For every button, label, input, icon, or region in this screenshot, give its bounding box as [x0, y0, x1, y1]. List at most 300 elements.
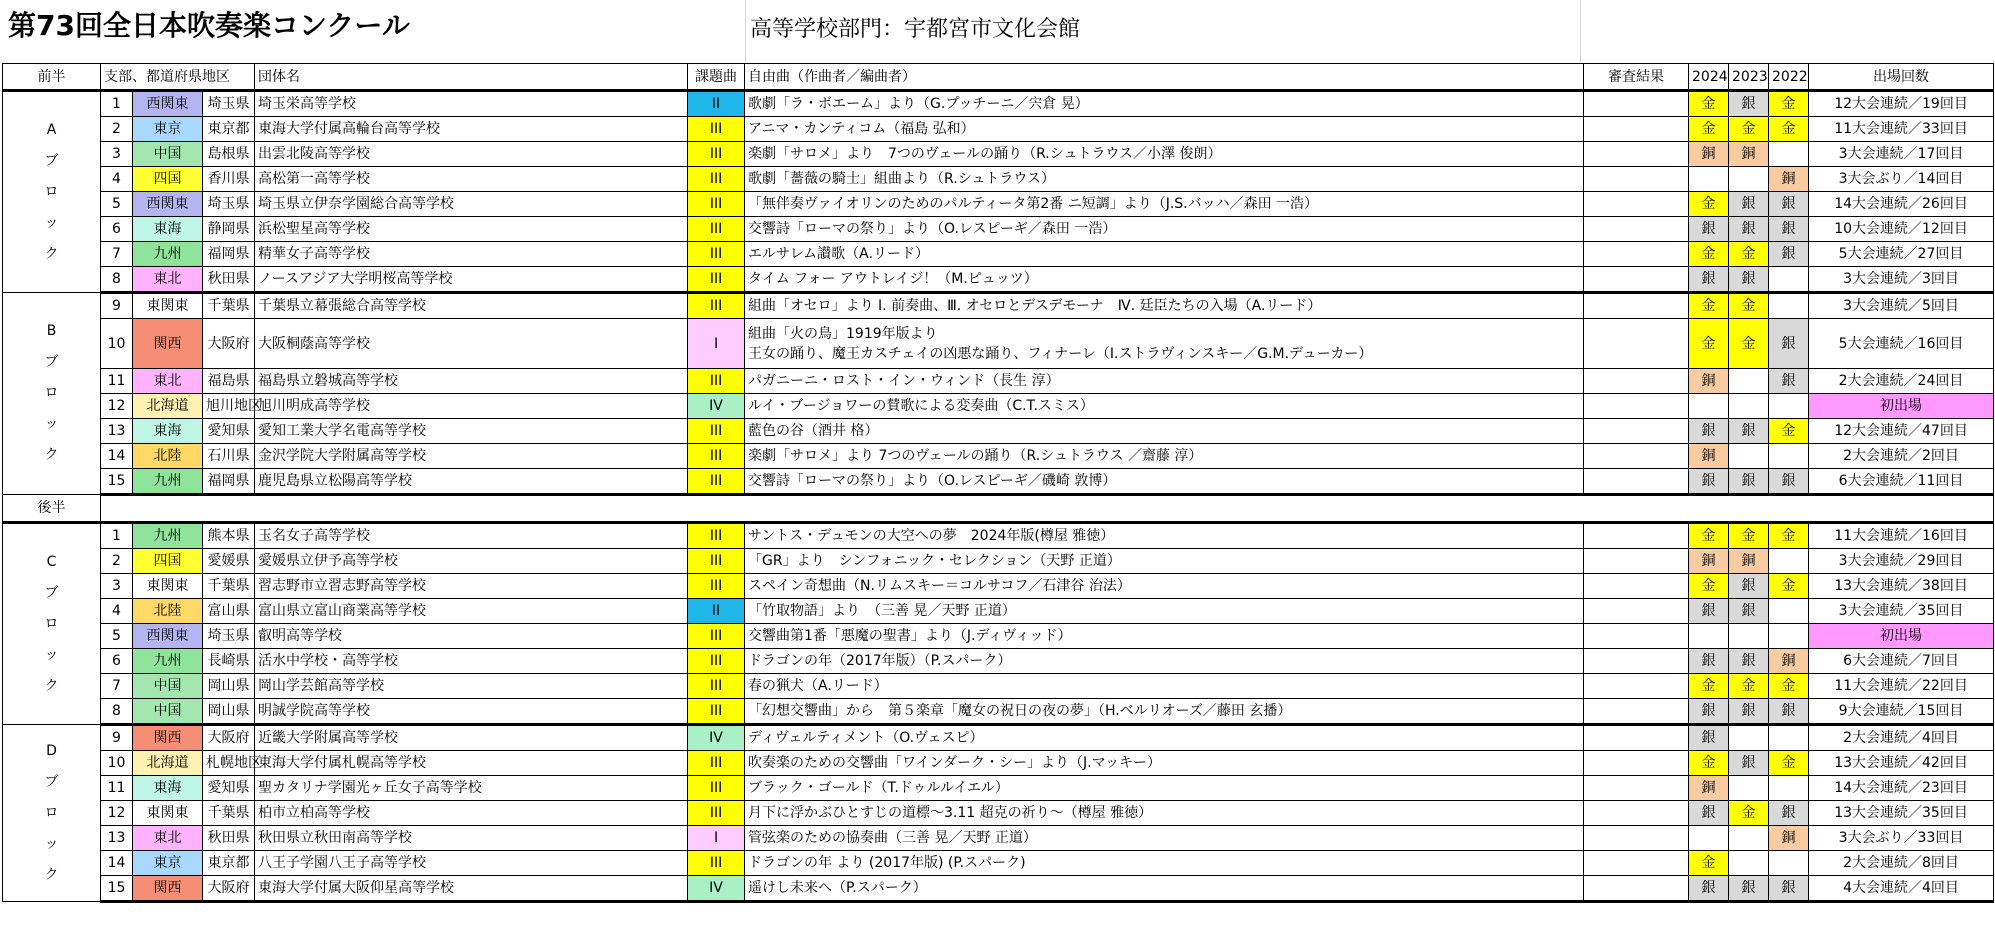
prefecture: 東京都 — [203, 851, 255, 876]
appearance-count: 2大会連続／24回目 — [1809, 369, 1994, 394]
jiyu-piece: 藍色の谷（酒井 格） — [745, 419, 1584, 444]
result-cell — [1584, 599, 1689, 624]
block-label — [3, 293, 101, 495]
block-label-char: ロ — [44, 804, 59, 821]
medal-2023: 銀 — [1729, 217, 1769, 242]
table-row — [3, 192, 1994, 217]
group-name: 明誠学院高等学校 — [255, 699, 688, 725]
block-label-char: B — [46, 323, 57, 339]
table-row — [3, 242, 1994, 267]
medal-2023 — [1729, 851, 1769, 876]
branch-badge: 四国 — [133, 549, 203, 574]
medal-2023: 金 — [1729, 319, 1769, 369]
medal-2022: 銀 — [1769, 801, 1809, 826]
medal-2023 — [1729, 826, 1769, 851]
jiyu-piece: 交響曲第1番「悪魔の聖書」より（J.ディヴィッド） — [745, 624, 1584, 649]
medal-2022 — [1769, 599, 1809, 624]
block-label-char: ッ — [44, 835, 59, 852]
sheet-gridline — [1580, 0, 1581, 62]
entry-number: 14 — [101, 851, 133, 876]
appearance-count: 3大会連続／5回目 — [1809, 293, 1994, 319]
block-label-char: ク — [44, 866, 59, 883]
prefecture: 千葉県 — [203, 293, 255, 319]
kadai-badge: II — [688, 91, 745, 117]
group-name: 精華女子高等学校 — [255, 242, 688, 267]
group-name: 埼玉県立伊奈学園総合高等学校 — [255, 192, 688, 217]
appearance-count: 14大会連続／26回目 — [1809, 192, 1994, 217]
medal-2023: 金 — [1729, 242, 1769, 267]
table-row — [3, 167, 1994, 192]
result-cell — [1584, 293, 1689, 319]
medal-2024: 銀 — [1689, 876, 1729, 902]
medal-2023: 銀 — [1729, 419, 1769, 444]
group-name: 埼玉栄高等学校 — [255, 91, 688, 117]
prefecture: 島根県 — [203, 142, 255, 167]
kadai-badge: III — [688, 776, 745, 801]
branch-badge: 九州 — [133, 523, 203, 549]
medal-2022: 金 — [1769, 674, 1809, 699]
block-label-char: ブ — [44, 152, 59, 169]
entry-number: 12 — [101, 394, 133, 419]
medal-2024: 金 — [1689, 751, 1729, 776]
medal-2022 — [1769, 267, 1809, 293]
jiyu-piece: タイム フォー アウトレイジ！（M.ピュッツ） — [745, 267, 1584, 293]
appearance-count: 初出場 — [1809, 394, 1994, 419]
table-row — [3, 267, 1994, 293]
block-label-char: ク — [44, 447, 59, 463]
group-name: 柏市立柏高等学校 — [255, 801, 688, 826]
entry-number: 2 — [101, 549, 133, 574]
appearance-count: 2大会連続／2回目 — [1809, 444, 1994, 469]
result-cell — [1584, 319, 1689, 369]
prefecture: 福島県 — [203, 369, 255, 394]
result-cell — [1584, 117, 1689, 142]
jiyu-piece: ルイ・ブージョワーの賛歌による変奏曲（C.T.スミス） — [745, 394, 1584, 419]
medal-2023: 銀 — [1729, 574, 1769, 599]
prefecture: 秋田県 — [203, 267, 255, 293]
medal-2022: 銅 — [1769, 167, 1809, 192]
jiyu-piece: 「GR」より シンフォニック・セレクション（天野 正道） — [745, 549, 1584, 574]
medal-2024: 銀 — [1689, 699, 1729, 725]
entry-number: 10 — [101, 319, 133, 369]
kadai-badge: I — [688, 826, 745, 851]
table-row — [3, 469, 1994, 495]
entry-number: 12 — [101, 801, 133, 826]
medal-2024: 銅 — [1689, 369, 1729, 394]
appearance-count: 3大会連続／17回目 — [1809, 142, 1994, 167]
medal-2022: 銀 — [1769, 369, 1809, 394]
kadai-badge: II — [688, 599, 745, 624]
appearance-count: 6大会連続／7回目 — [1809, 649, 1994, 674]
jiyu-piece: ドラゴンの年 より (2017年版) (P.スパーク) — [745, 851, 1584, 876]
kadai-badge: III — [688, 267, 745, 293]
kadai-badge: III — [688, 419, 745, 444]
appearance-count: 13大会連続／42回目 — [1809, 751, 1994, 776]
branch-badge: 関西 — [133, 319, 203, 369]
entry-number: 14 — [101, 444, 133, 469]
group-name: ノースアジア大学明桜高等学校 — [255, 267, 688, 293]
entry-number: 3 — [101, 574, 133, 599]
kadai-badge: III — [688, 469, 745, 495]
prefecture: 大阪府 — [203, 725, 255, 751]
entry-number: 7 — [101, 674, 133, 699]
result-cell — [1584, 801, 1689, 826]
medal-2022: 金 — [1769, 523, 1809, 549]
medal-2023 — [1729, 444, 1769, 469]
group-name: 富山県立富山商業高等学校 — [255, 599, 688, 624]
group-name: 千葉県立幕張総合高等学校 — [255, 293, 688, 319]
kadai-badge: III — [688, 444, 745, 469]
appearance-count: 11大会連続／16回目 — [1809, 523, 1994, 549]
entry-number: 9 — [101, 725, 133, 751]
prefecture: 熊本県 — [203, 523, 255, 549]
table-row — [3, 674, 1994, 699]
table-row — [3, 725, 1994, 751]
appearance-count: 3大会連続／29回目 — [1809, 549, 1994, 574]
entry-number: 7 — [101, 242, 133, 267]
jiyu-piece: 楽劇「サロメ」より 7つのヴェールの踊り（R.シュトラウス／小澤 俊朗） — [745, 142, 1584, 167]
result-cell — [1584, 394, 1689, 419]
prefecture: 大阪府 — [203, 319, 255, 369]
entry-number: 2 — [101, 117, 133, 142]
jiyu-line-1: 組曲「火の鳥」1919年版より — [748, 325, 938, 342]
venue-title: 高等学校部門：宇都宮市文化会館 — [750, 17, 1081, 42]
appearance-count: 3大会連続／3回目 — [1809, 267, 1994, 293]
entry-number: 9 — [101, 293, 133, 319]
branch-badge: 西関東 — [133, 192, 203, 217]
appearance-count: 11大会連続／33回目 — [1809, 117, 1994, 142]
jiyu-piece: 管弦楽のための協奏曲（三善 晃／天野 正道） — [745, 826, 1584, 851]
appearance-count: 9大会連続／15回目 — [1809, 699, 1994, 725]
medal-2023: 銀 — [1729, 267, 1769, 293]
jiyu-piece: 春の猟犬（A.リード） — [745, 674, 1584, 699]
medal-2022: 銀 — [1769, 876, 1809, 902]
table-row — [3, 624, 1994, 649]
medal-2022: 銀 — [1769, 242, 1809, 267]
medal-2023: 銀 — [1729, 91, 1769, 117]
medal-2022 — [1769, 725, 1809, 751]
kadai-badge: III — [688, 624, 745, 649]
entry-number: 1 — [101, 91, 133, 117]
branch-badge: 東京 — [133, 117, 203, 142]
jiyu-piece: 組曲「オセロ」より Ⅰ. 前奏曲、Ⅲ. オセロとデスデモーナ Ⅳ. 廷臣たちの入場（A.リード） — [745, 293, 1584, 319]
prefecture: 香川県 — [203, 167, 255, 192]
entry-number: 6 — [101, 649, 133, 674]
group-name: 秋田県立秋田南高等学校 — [255, 826, 688, 851]
prefecture: 長崎県 — [203, 649, 255, 674]
medal-2022: 金 — [1769, 751, 1809, 776]
block-label — [3, 523, 101, 725]
jiyu-piece: 遥けし未来へ（P.スパーク） — [745, 876, 1584, 902]
table-row — [3, 394, 1994, 419]
medal-2022 — [1769, 776, 1809, 801]
group-name: 習志野市立習志野高等学校 — [255, 574, 688, 599]
table-row — [3, 369, 1994, 394]
medal-2024: 金 — [1689, 851, 1729, 876]
medal-2024: 金 — [1689, 574, 1729, 599]
appearance-count: 13大会連続／38回目 — [1809, 574, 1994, 599]
group-name: 八王子学園八王子高等学校 — [255, 851, 688, 876]
result-cell — [1584, 699, 1689, 725]
jiyu-piece: 「無伴奏ヴァイオリンのためのパルティータ第2番 ニ短調」より（J.S.バッハ／森田 一浩） — [745, 192, 1584, 217]
result-cell — [1584, 419, 1689, 444]
appearance-count: 14大会連続／23回目 — [1809, 776, 1994, 801]
table-row — [3, 549, 1994, 574]
group-name: 浜松聖星高等学校 — [255, 217, 688, 242]
jiyu-piece: 吹奏楽のための交響曲「ワインダーク・シー」より（J.マッキー） — [745, 751, 1584, 776]
table-row — [3, 574, 1994, 599]
medal-2024 — [1689, 624, 1729, 649]
block-label-char: ッ — [44, 646, 59, 663]
medal-2024: 金 — [1689, 319, 1729, 369]
prefecture: 旭川地区 — [203, 394, 255, 419]
group-name: 愛媛県立伊予高等学校 — [255, 549, 688, 574]
medal-2024: 銀 — [1689, 267, 1729, 293]
medal-2023: 銀 — [1729, 876, 1769, 902]
kadai-badge: IV — [688, 394, 745, 419]
kadai-badge: I — [688, 319, 745, 369]
group-name: 出雲北陵高等学校 — [255, 142, 688, 167]
medal-2024: 銀 — [1689, 217, 1729, 242]
branch-badge: 西関東 — [133, 624, 203, 649]
appearance-count: 5大会連続／16回目 — [1809, 319, 1994, 369]
branch-badge: 東北 — [133, 267, 203, 293]
kadai-badge: III — [688, 851, 745, 876]
entry-number: 5 — [101, 624, 133, 649]
prefecture: 千葉県 — [203, 574, 255, 599]
block-label-char: ロ — [44, 183, 59, 200]
prefecture: 富山県 — [203, 599, 255, 624]
table-row — [3, 851, 1994, 876]
group-name: 東海大学付属大阪仰星高等学校 — [255, 876, 688, 902]
entry-number: 13 — [101, 419, 133, 444]
header-2024: 2024 — [1689, 64, 1729, 91]
group-name: 東海大学付属高輪台高等学校 — [255, 117, 688, 142]
appearance-count: 6大会連続／11回目 — [1809, 469, 1994, 495]
prefecture: 埼玉県 — [203, 624, 255, 649]
jiyu-cell — [745, 319, 1584, 369]
appearance-count: 2大会連続／8回目 — [1809, 851, 1994, 876]
kadai-badge: III — [688, 293, 745, 319]
sheet-gridline — [745, 0, 746, 62]
appearance-count: 3大会ぶり／14回目 — [1809, 167, 1994, 192]
medal-2024: 銀 — [1689, 599, 1729, 624]
header-branch: 支部、都道府県地区 — [101, 64, 255, 91]
header-jiyu: 自由曲（作曲者／編曲者） — [745, 64, 1584, 91]
header-row — [3, 64, 1994, 91]
table-row — [3, 699, 1994, 725]
medal-2023: 銀 — [1729, 649, 1769, 674]
medal-2023: 銀 — [1729, 599, 1769, 624]
medal-2023: 金 — [1729, 674, 1769, 699]
result-cell — [1584, 242, 1689, 267]
medal-2022: 金 — [1769, 117, 1809, 142]
branch-badge: 北海道 — [133, 751, 203, 776]
appearance-count: 10大会連続／12回目 — [1809, 217, 1994, 242]
appearance-count: 11大会連続／22回目 — [1809, 674, 1994, 699]
medal-2022: 金 — [1769, 419, 1809, 444]
medal-2023 — [1729, 369, 1769, 394]
medal-2022: 銅 — [1769, 649, 1809, 674]
table-row — [3, 826, 1994, 851]
entry-number: 6 — [101, 217, 133, 242]
second-half-row — [3, 495, 1994, 523]
appearance-count: 初出場 — [1809, 624, 1994, 649]
branch-badge: 関西 — [133, 876, 203, 902]
medal-2024: 金 — [1689, 117, 1729, 142]
branch-badge: 四国 — [133, 167, 203, 192]
group-name: 東海大学付属札幌高等学校 — [255, 751, 688, 776]
medal-2022: 銀 — [1769, 319, 1809, 369]
jiyu-piece: ドラゴンの年（2017年版）（P.スパーク） — [745, 649, 1584, 674]
branch-badge: 東海 — [133, 217, 203, 242]
entry-number: 10 — [101, 751, 133, 776]
prefecture: 大阪府 — [203, 876, 255, 902]
header-2022: 2022 — [1769, 64, 1809, 91]
prefecture: 愛知県 — [203, 419, 255, 444]
jiyu-piece: ディヴェルティメント（O.ヴェスピ） — [745, 725, 1584, 751]
result-cell — [1584, 649, 1689, 674]
appearance-count: 3大会連続／35回目 — [1809, 599, 1994, 624]
jiyu-piece: スペイン奇想曲（N.リムスキー＝コルサコフ／石津谷 治法） — [745, 574, 1584, 599]
second-half-spacer — [101, 495, 1994, 523]
appearance-count: 5大会連続／27回目 — [1809, 242, 1994, 267]
result-cell — [1584, 776, 1689, 801]
group-name: 近畿大学附属高等学校 — [255, 725, 688, 751]
result-cell — [1584, 142, 1689, 167]
kadai-badge: III — [688, 242, 745, 267]
prefecture: 秋田県 — [203, 826, 255, 851]
prefecture: 石川県 — [203, 444, 255, 469]
result-cell — [1584, 167, 1689, 192]
group-name: 活水中学校・高等学校 — [255, 649, 688, 674]
entry-number: 1 — [101, 523, 133, 549]
kadai-badge: IV — [688, 876, 745, 902]
block-label-char: ブ — [44, 773, 59, 790]
medal-2023 — [1729, 776, 1769, 801]
entry-number: 8 — [101, 267, 133, 293]
medal-2024: 銀 — [1689, 649, 1729, 674]
page-title: 第73回全日本吹奏楽コンクール — [8, 9, 410, 42]
medal-2024: 銅 — [1689, 142, 1729, 167]
kadai-badge: III — [688, 523, 745, 549]
table-row — [3, 91, 1994, 117]
appearance-count: 13大会連続／35回目 — [1809, 801, 1994, 826]
jiyu-piece: 交響詩「ローマの祭り」より（O.レスピーギ／磯崎 敦博） — [745, 469, 1584, 495]
medal-2023: 銅 — [1729, 549, 1769, 574]
group-name: 鹿児島県立松陽高等学校 — [255, 469, 688, 495]
medal-2024: 金 — [1689, 192, 1729, 217]
table-row — [3, 751, 1994, 776]
medal-2024: 銀 — [1689, 725, 1729, 751]
entry-number: 8 — [101, 699, 133, 725]
block-label-char: ッ — [44, 214, 59, 231]
result-cell — [1584, 192, 1689, 217]
medal-2024 — [1689, 167, 1729, 192]
medal-2023 — [1729, 167, 1769, 192]
medal-2022: 銀 — [1769, 469, 1809, 495]
result-cell — [1584, 826, 1689, 851]
appearance-count: 2大会連続／4回目 — [1809, 725, 1994, 751]
result-cell — [1584, 444, 1689, 469]
group-name: 旭川明成高等学校 — [255, 394, 688, 419]
medal-2024: 金 — [1689, 523, 1729, 549]
medal-2023: 銅 — [1729, 142, 1769, 167]
group-name: 愛知工業大学名電高等学校 — [255, 419, 688, 444]
result-cell — [1584, 624, 1689, 649]
block-label-char: A — [46, 121, 57, 138]
medal-2024: 銅 — [1689, 549, 1729, 574]
kadai-badge: IV — [688, 725, 745, 751]
jiyu-line-2: 王女の踊り、魔王カスチェイの凶悪な踊り、フィナーレ（I.ストラヴィンスキー／G.M.デューカー） — [748, 345, 1373, 362]
result-cell — [1584, 523, 1689, 549]
branch-badge: 北陸 — [133, 599, 203, 624]
result-cell — [1584, 674, 1689, 699]
prefecture: 岡山県 — [203, 674, 255, 699]
result-cell — [1584, 267, 1689, 293]
block-label-char: C — [46, 553, 57, 570]
branch-badge: 東関東 — [133, 801, 203, 826]
prefecture: 岡山県 — [203, 699, 255, 725]
medal-2022 — [1769, 624, 1809, 649]
kadai-badge: III — [688, 549, 745, 574]
entry-number: 11 — [101, 369, 133, 394]
jiyu-piece: 歌劇「薔薇の騎士」組曲より（R.シュトラウス） — [745, 167, 1584, 192]
medal-2022: 金 — [1769, 91, 1809, 117]
medal-2024 — [1689, 826, 1729, 851]
branch-badge: 中国 — [133, 142, 203, 167]
medal-2023: 銀 — [1729, 699, 1769, 725]
table-row — [3, 444, 1994, 469]
header-group: 団体名 — [255, 64, 688, 91]
block-label — [3, 725, 101, 902]
group-name: 高松第一高等学校 — [255, 167, 688, 192]
result-cell — [1584, 91, 1689, 117]
jiyu-piece: サントス・デュモンの大空への夢 2024年版(樽屋 雅徳） — [745, 523, 1584, 549]
result-cell — [1584, 876, 1689, 902]
table-row — [3, 801, 1994, 826]
prefecture: 札幌地区 — [203, 751, 255, 776]
medal-2023: 銀 — [1729, 469, 1769, 495]
branch-badge: 中国 — [133, 699, 203, 725]
table-row — [3, 142, 1994, 167]
medal-2024: 金 — [1689, 91, 1729, 117]
entry-number: 5 — [101, 192, 133, 217]
branch-badge: 九州 — [133, 649, 203, 674]
second-half-label: 後半 — [3, 495, 101, 523]
branch-badge: 東京 — [133, 851, 203, 876]
medal-2024: 銀 — [1689, 419, 1729, 444]
entry-number: 4 — [101, 599, 133, 624]
medal-2023: 銀 — [1729, 192, 1769, 217]
appearance-count: 12大会連続／47回目 — [1809, 419, 1994, 444]
medal-2022: 銅 — [1769, 826, 1809, 851]
medal-2022: 銀 — [1769, 699, 1809, 725]
prefecture: 愛媛県 — [203, 549, 255, 574]
kadai-badge: III — [688, 801, 745, 826]
block-label-char: ブ — [44, 584, 59, 601]
header-half: 前半 — [3, 64, 101, 91]
block-label-char: ブ — [44, 354, 59, 370]
prefecture: 福岡県 — [203, 242, 255, 267]
medal-2024: 銀 — [1689, 801, 1729, 826]
group-name: 大阪桐蔭高等学校 — [255, 319, 688, 369]
table-row — [3, 876, 1994, 902]
group-name: 叡明高等学校 — [255, 624, 688, 649]
medal-2022: 金 — [1769, 574, 1809, 599]
block-label-char: ク — [44, 677, 59, 694]
jiyu-piece: 「幻想交響曲」から 第５楽章「魔女の祝日の夜の夢」（H.ベルリオーズ／藤田 玄播） — [745, 699, 1584, 725]
